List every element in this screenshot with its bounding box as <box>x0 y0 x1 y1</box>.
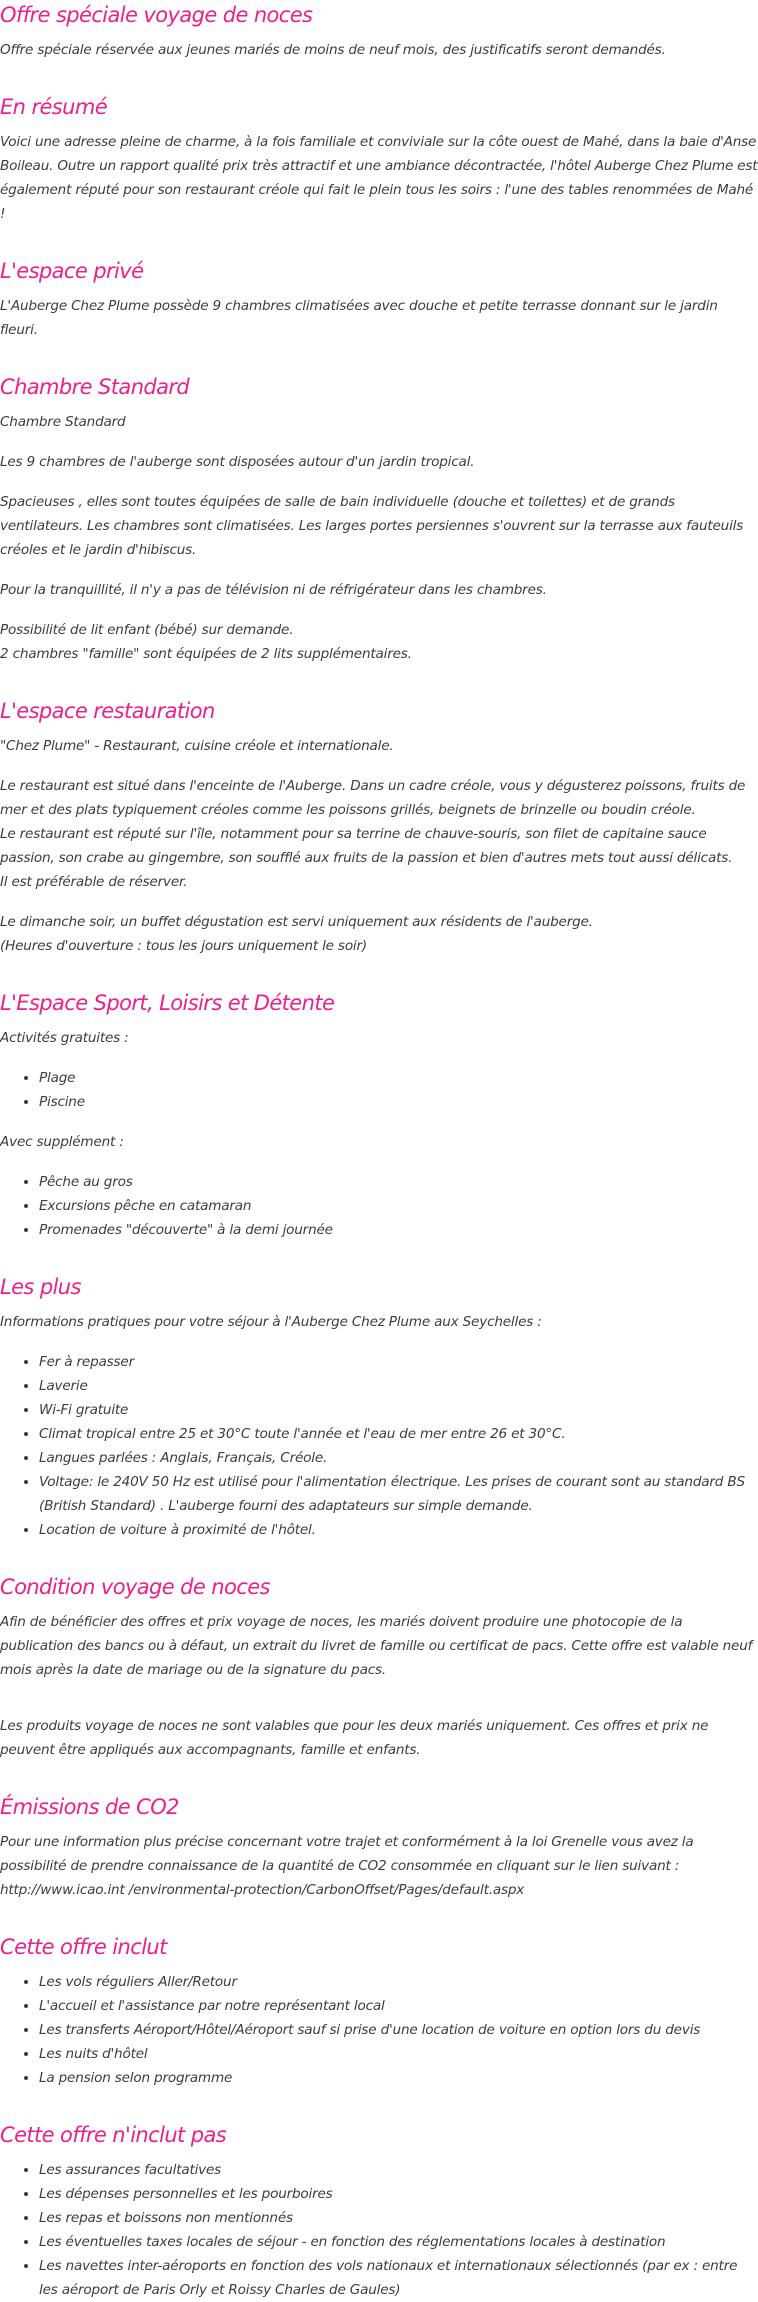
section-title: Condition voyage de noces <box>0 1575 270 1599</box>
list-item: • Voltage: le 240V 50 Hz est utilisé pour l'alimentation électrique. Les prises de courant sont au standard BS (British Standard) . L'auberge fourni des adaptateurs sur simple demande. <box>39 1470 758 1518</box>
section-title: L'espace restauration <box>0 699 215 723</box>
list-item: • Piscine <box>39 1090 758 1114</box>
paragraph: Pour la tranquillité, il n'y a pas de télévision ni de réfrigérateur dans les chambres. <box>0 582 547 598</box>
section-offre-exclut <box>0 2120 758 2302</box>
section-title: L'espace privé <box>0 259 144 283</box>
paragraph: Chambre Standard <box>0 414 126 430</box>
excluded-list <box>0 2158 758 2302</box>
section-offre-speciale <box>0 0 758 62</box>
section-espace-prive <box>0 256 758 342</box>
list-item: • Les éventuelles taxes locales de séjour - en fonction des réglementations locales à destination <box>39 2230 758 2254</box>
included-list <box>0 1970 758 2090</box>
list-item: • Wi-Fi gratuite <box>39 1398 758 1422</box>
paragraph: Spacieuses , elles sont toutes équipées de salle de bain individuelle (douche et toilettes) et de grands ventilateurs. Les chambres sont climatisées. Les larges portes persiennes s'ouvrent sur la terrasse aux fauteuils créoles et le jardin d'hibiscus. <box>0 494 744 558</box>
paragraph: Le restaurant est réputé sur l'île, notamment pour sa terrine de chauve-souris, son filet de capitaine sauce passion, son crabe au gingembre, son soufflé aux fruits de la passion et bien d'autres mets tout aussi délicats. <box>0 826 733 866</box>
list-item: • Les nuits d'hôtel <box>39 2042 758 2066</box>
paragraph: Offre spéciale réservée aux jeunes mariés de moins de neuf mois, des justificatifs seront demandés. <box>0 42 666 58</box>
section-offre-inclut <box>0 1932 758 2090</box>
paragraph: Voici une adresse pleine de charme, à la fois familiale et conviviale sur la côte ouest de Mahé, dans la baie d'Anse Boileau. Outre un rapport qualité prix très attractif et une ambiance décontractée, l'hôtel Auberge Chez Plume est également réputé pour son restaurant créole qui fait le plein tous les soirs : l'une des tables renommées de Mahé ! <box>0 134 758 222</box>
list-item: • Les repas et boissons non mentionnés <box>39 2206 758 2230</box>
list-item: • Excursions pêche en catamaran <box>39 1194 758 1218</box>
paid-activities-list <box>0 1170 758 1242</box>
section-resume <box>0 92 758 226</box>
paragraph: Possibilité de lit enfant (bébé) sur demande. <box>0 622 294 638</box>
practical-info-list <box>0 1350 758 1542</box>
section-title: Cette offre inclut <box>0 1935 167 1959</box>
section-title: Émissions de CO2 <box>0 1795 179 1819</box>
section-chambre-standard <box>0 372 758 666</box>
list-item: • Les transferts Aéroport/Hôtel/Aéroport sauf si prise d'une location de voiture en option lors du devis <box>39 2018 758 2042</box>
paragraph: L'Auberge Chez Plume possède 9 chambres climatisées avec douche et petite terrasse donnant sur le jardin fleuri. <box>0 298 718 338</box>
section-title: L'Espace Sport, Loisirs et Détente <box>0 991 335 1015</box>
paragraph: Le dimanche soir, un buffet dégustation est servi uniquement aux résidents de l'auberge. <box>0 914 593 930</box>
paragraph: Pour une information plus précise concernant votre trajet et conformément à la loi Grenelle vous avez la possibilité de prendre connaissance de la quantité de CO2 consommée en cliquant sur le lien suivant : http://www.icao.int /environmental-protection/CarbonOffset/Pages/default.aspx <box>0 1834 694 1898</box>
list-item: • Fer à repasser <box>39 1350 758 1374</box>
list-item: • Les vols réguliers Aller/Retour <box>39 1970 758 1994</box>
list-item: • Les dépenses personnelles et les pourboires <box>39 2182 758 2206</box>
section-title: Chambre Standard <box>0 375 190 399</box>
list-item: • Location de voiture à proximité de l'hôtel. <box>39 1518 758 1542</box>
list-label: Activités gratuites : <box>0 1030 129 1046</box>
paragraph: 2 chambres "famille" sont équipées de 2 lits supplémentaires. <box>0 646 412 662</box>
paragraph: Les produits voyage de noces ne sont valables que pour les deux mariés uniquement. Ces offres et prix ne peuvent être appliqués aux accompagnants, famille et enfants. <box>0 1718 709 1758</box>
list-item: • Promenades "découverte" à la demi journée <box>39 1218 758 1242</box>
list-item: • Les assurances facultatives <box>39 2158 758 2182</box>
section-sport-loisirs <box>0 988 758 1242</box>
list-item: • Les navettes inter-aéroports en fonction des vols nationaux et internationaux sélectionnés (par ex : entre les aéroport de Paris Orly et Roissy Charles de Gaules) <box>39 2254 758 2302</box>
list-item: • Laverie <box>39 1374 758 1398</box>
section-title: Les plus <box>0 1275 81 1299</box>
list-item: • Climat tropical entre 25 et 30°C toute l'année et l'eau de mer entre 26 et 30°C. <box>39 1422 758 1446</box>
list-item: • Pêche au gros <box>39 1170 758 1194</box>
paragraph: "Chez Plume" - Restaurant, cuisine créole et internationale. <box>0 738 394 754</box>
paragraph: Les 9 chambres de l'auberge sont disposées autour d'un jardin tropical. <box>0 454 475 470</box>
paragraph: Le restaurant est situé dans l'enceinte de l'Auberge. Dans un cadre créole, vous y dégusterez poissons, fruits de mer et des plats typiquement créoles comme les poissons grillés, beignets de brinzelle ou boudin créole. <box>0 778 746 818</box>
paragraph: Il est préférable de réserver. <box>0 874 188 890</box>
section-title: En résumé <box>0 95 108 119</box>
section-les-plus <box>0 1272 758 1542</box>
section-title: Cette offre n'inclut pas <box>0 2123 227 2147</box>
list-item: • Langues parlées : Anglais, Français, Créole. <box>39 1446 758 1470</box>
list-item: • Plage <box>39 1066 758 1090</box>
section-title: Offre spéciale voyage de noces <box>0 3 313 27</box>
paragraph: Afin de bénéficier des offres et prix voyage de noces, les mariés doivent produire une photocopie de la publication des bancs ou à défaut, un extrait du livret de famille ou certificat de pacs. Cette offre est valable neuf mois après la date de mariage ou de la signature du pacs. <box>0 1614 753 1678</box>
paragraph: (Heures d'ouverture : tous les jours uniquement le soir) <box>0 938 368 954</box>
section-emissions-co2 <box>0 1792 758 1902</box>
section-espace-restauration <box>0 696 758 958</box>
free-activities-list <box>0 1066 758 1114</box>
list-item: • L'accueil et l'assistance par notre représentant local <box>39 1994 758 2018</box>
list-label: Avec supplément : <box>0 1134 124 1150</box>
list-item: • La pension selon programme <box>39 2066 758 2090</box>
section-condition-voyage <box>0 1572 758 1762</box>
paragraph: Informations pratiques pour votre séjour à l'Auberge Chez Plume aux Seychelles : <box>0 1314 542 1330</box>
